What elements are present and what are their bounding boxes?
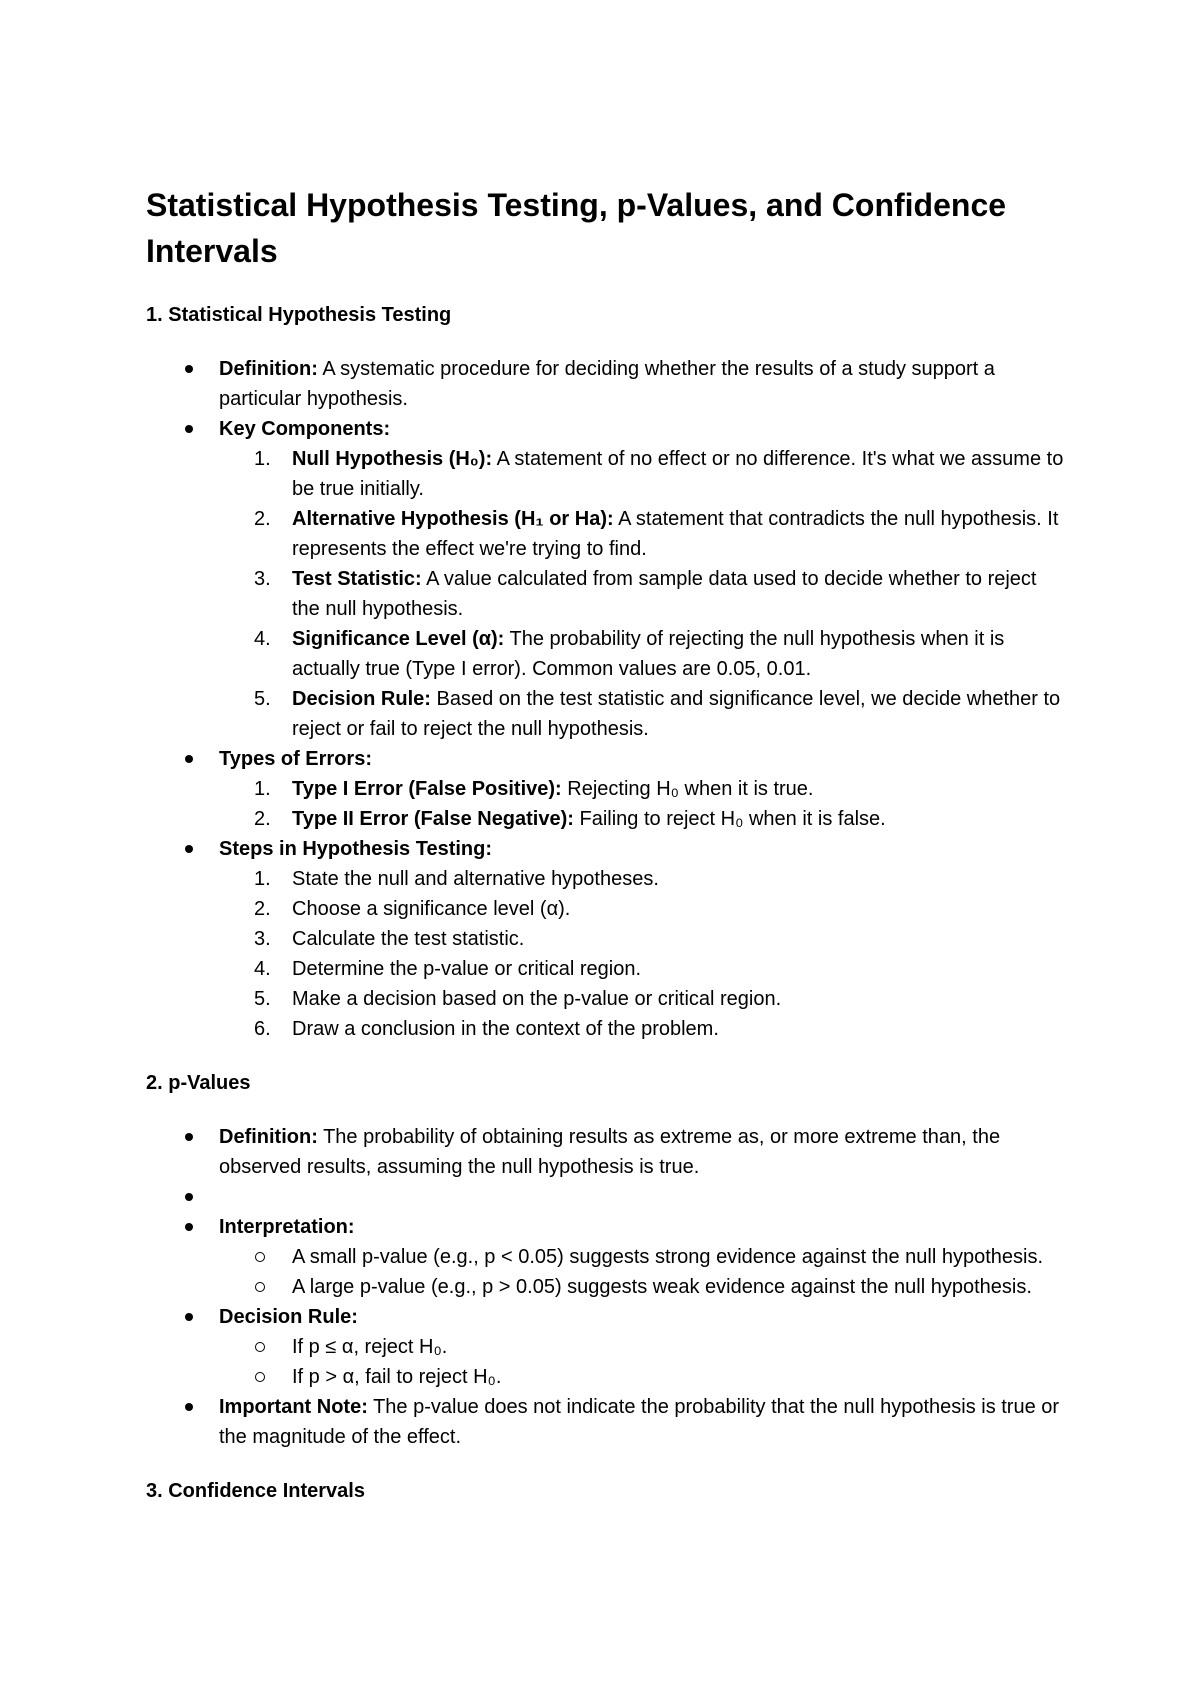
item-text: Rejecting H₀ when it is true. <box>561 778 814 800</box>
item-number: 2. <box>254 808 271 830</box>
item-label: Type II Error (False Negative): <box>292 808 574 830</box>
item-number: 3. <box>254 928 271 950</box>
item-number: 1. <box>254 448 271 470</box>
item-text: The probability of rejecting the null hypothesis when it is actually true (Type I error). Common values are 0.05, 0.01. <box>292 628 1005 680</box>
numbered-item <box>219 984 1066 1014</box>
numbered-item <box>219 504 1066 564</box>
numbered-item <box>219 924 1066 954</box>
item-number: 4. <box>254 958 271 980</box>
steps-list <box>219 864 1066 1044</box>
important-note-text: The p-value does not indicate the probability that the null hypothesis is true or the magnitude of the effect. <box>219 1396 1060 1448</box>
list-item-definition <box>146 1122 1066 1182</box>
types-of-errors-label: Types of Errors: <box>219 748 372 770</box>
list-item-types-of-errors <box>146 744 1066 834</box>
item-label: Test Statistic: <box>292 568 422 590</box>
list-item-interpretation <box>146 1212 1066 1302</box>
decision-rule-label: Decision Rule: <box>219 1306 358 1328</box>
section-heading-p-values: 2. p-Values <box>146 1072 251 1094</box>
numbered-item <box>219 1014 1066 1044</box>
definition-text: A systematic procedure for deciding whether the results of a study support a particular hypothesis. <box>219 358 995 410</box>
key-components-label: Key Components: <box>219 418 391 440</box>
item-number: 3. <box>254 568 271 590</box>
item-number: 5. <box>254 688 271 710</box>
item-number: 2. <box>254 508 271 530</box>
item-text: Choose a significance level (α). <box>292 898 571 920</box>
definition-label: Definition: <box>219 1126 318 1148</box>
list-item-decision-rule <box>146 1302 1066 1392</box>
numbered-item <box>219 774 1066 804</box>
definition-label: Definition: <box>219 358 318 380</box>
item-text: Calculate the test statistic. <box>292 928 525 950</box>
item-text: A statement that contradicts the null hypothesis. It represents the effect we're trying to find. <box>292 508 1059 560</box>
item-number: 5. <box>254 988 271 1010</box>
bullet-item: A small p-value (e.g., p < 0.05) suggests strong evidence against the null hypothesis. <box>219 1242 1066 1272</box>
item-text: Failing to reject H₀ when it is false. <box>573 808 886 830</box>
item-text: A statement of no effect or no difference. It's what we assume to be true initially. <box>292 448 1064 500</box>
list-item-key-components <box>146 414 1066 744</box>
bullet-item: A large p-value (e.g., p > 0.05) suggests weak evidence against the null hypothesis. <box>219 1272 1066 1302</box>
item-number: 6. <box>254 1018 271 1040</box>
section-heading-confidence-intervals: 3. Confidence Intervals <box>146 1480 365 1502</box>
item-text: A value calculated from sample data used to decide whether to reject the null hypothesis. <box>292 568 1037 620</box>
list-item-important-note <box>146 1392 1066 1452</box>
bullet-item: If p ≤ α, reject H₀. <box>219 1332 1066 1362</box>
definition-text: The probability of obtaining results as extreme as, or more extreme than, the observed results, assuming the null hypothesis is true. <box>219 1126 1001 1178</box>
list-item-definition <box>146 354 1066 414</box>
item-label: Alternative Hypothesis (H₁ or Ha): <box>292 508 614 530</box>
interpretation-label: Interpretation: <box>219 1216 355 1238</box>
list-item-empty <box>146 1182 1066 1212</box>
decision-rule-list <box>219 1332 1066 1392</box>
numbered-item <box>219 564 1066 624</box>
item-number: 4. <box>254 628 271 650</box>
bullet-item: If p > α, fail to reject H₀. <box>219 1362 1066 1392</box>
document-content <box>146 182 1066 1530</box>
item-number: 1. <box>254 778 271 800</box>
item-number: 1. <box>254 868 271 890</box>
section-heading-hypothesis-testing: 1. Statistical Hypothesis Testing <box>146 304 452 326</box>
steps-label: Steps in Hypothesis Testing: <box>219 838 492 860</box>
numbered-item <box>219 864 1066 894</box>
types-of-errors-list <box>219 774 1066 834</box>
numbered-item <box>219 804 1066 834</box>
numbered-item <box>219 954 1066 984</box>
item-label: Type I Error (False Positive): <box>292 778 562 800</box>
item-text: Determine the p-value or critical region. <box>292 958 642 980</box>
item-label: Significance Level (α): <box>292 628 505 650</box>
item-label: Decision Rule: <box>292 688 431 710</box>
numbered-item <box>219 684 1066 744</box>
item-text: Make a decision based on the p-value or critical region. <box>292 988 782 1010</box>
item-text: Draw a conclusion in the context of the problem. <box>292 1018 719 1040</box>
list-item-steps <box>146 834 1066 1044</box>
document-title: Statistical Hypothesis Testing, p-Values, and Confidence Intervals <box>146 187 1007 269</box>
hypothesis-testing-list <box>146 354 1066 1044</box>
item-text: Based on the test statistic and significance level, we decide whether to reject or fail to reject the null hypothesis. <box>292 688 1061 740</box>
key-components-list <box>219 444 1066 744</box>
interpretation-list <box>219 1242 1066 1302</box>
numbered-item <box>219 894 1066 924</box>
item-number: 2. <box>254 898 271 920</box>
p-values-list <box>146 1122 1066 1452</box>
numbered-item <box>219 444 1066 504</box>
numbered-item <box>219 624 1066 684</box>
item-text: State the null and alternative hypotheses. <box>292 868 659 890</box>
item-label: Null Hypothesis (H₀): <box>292 448 493 470</box>
important-note-label: Important Note: <box>219 1396 368 1418</box>
